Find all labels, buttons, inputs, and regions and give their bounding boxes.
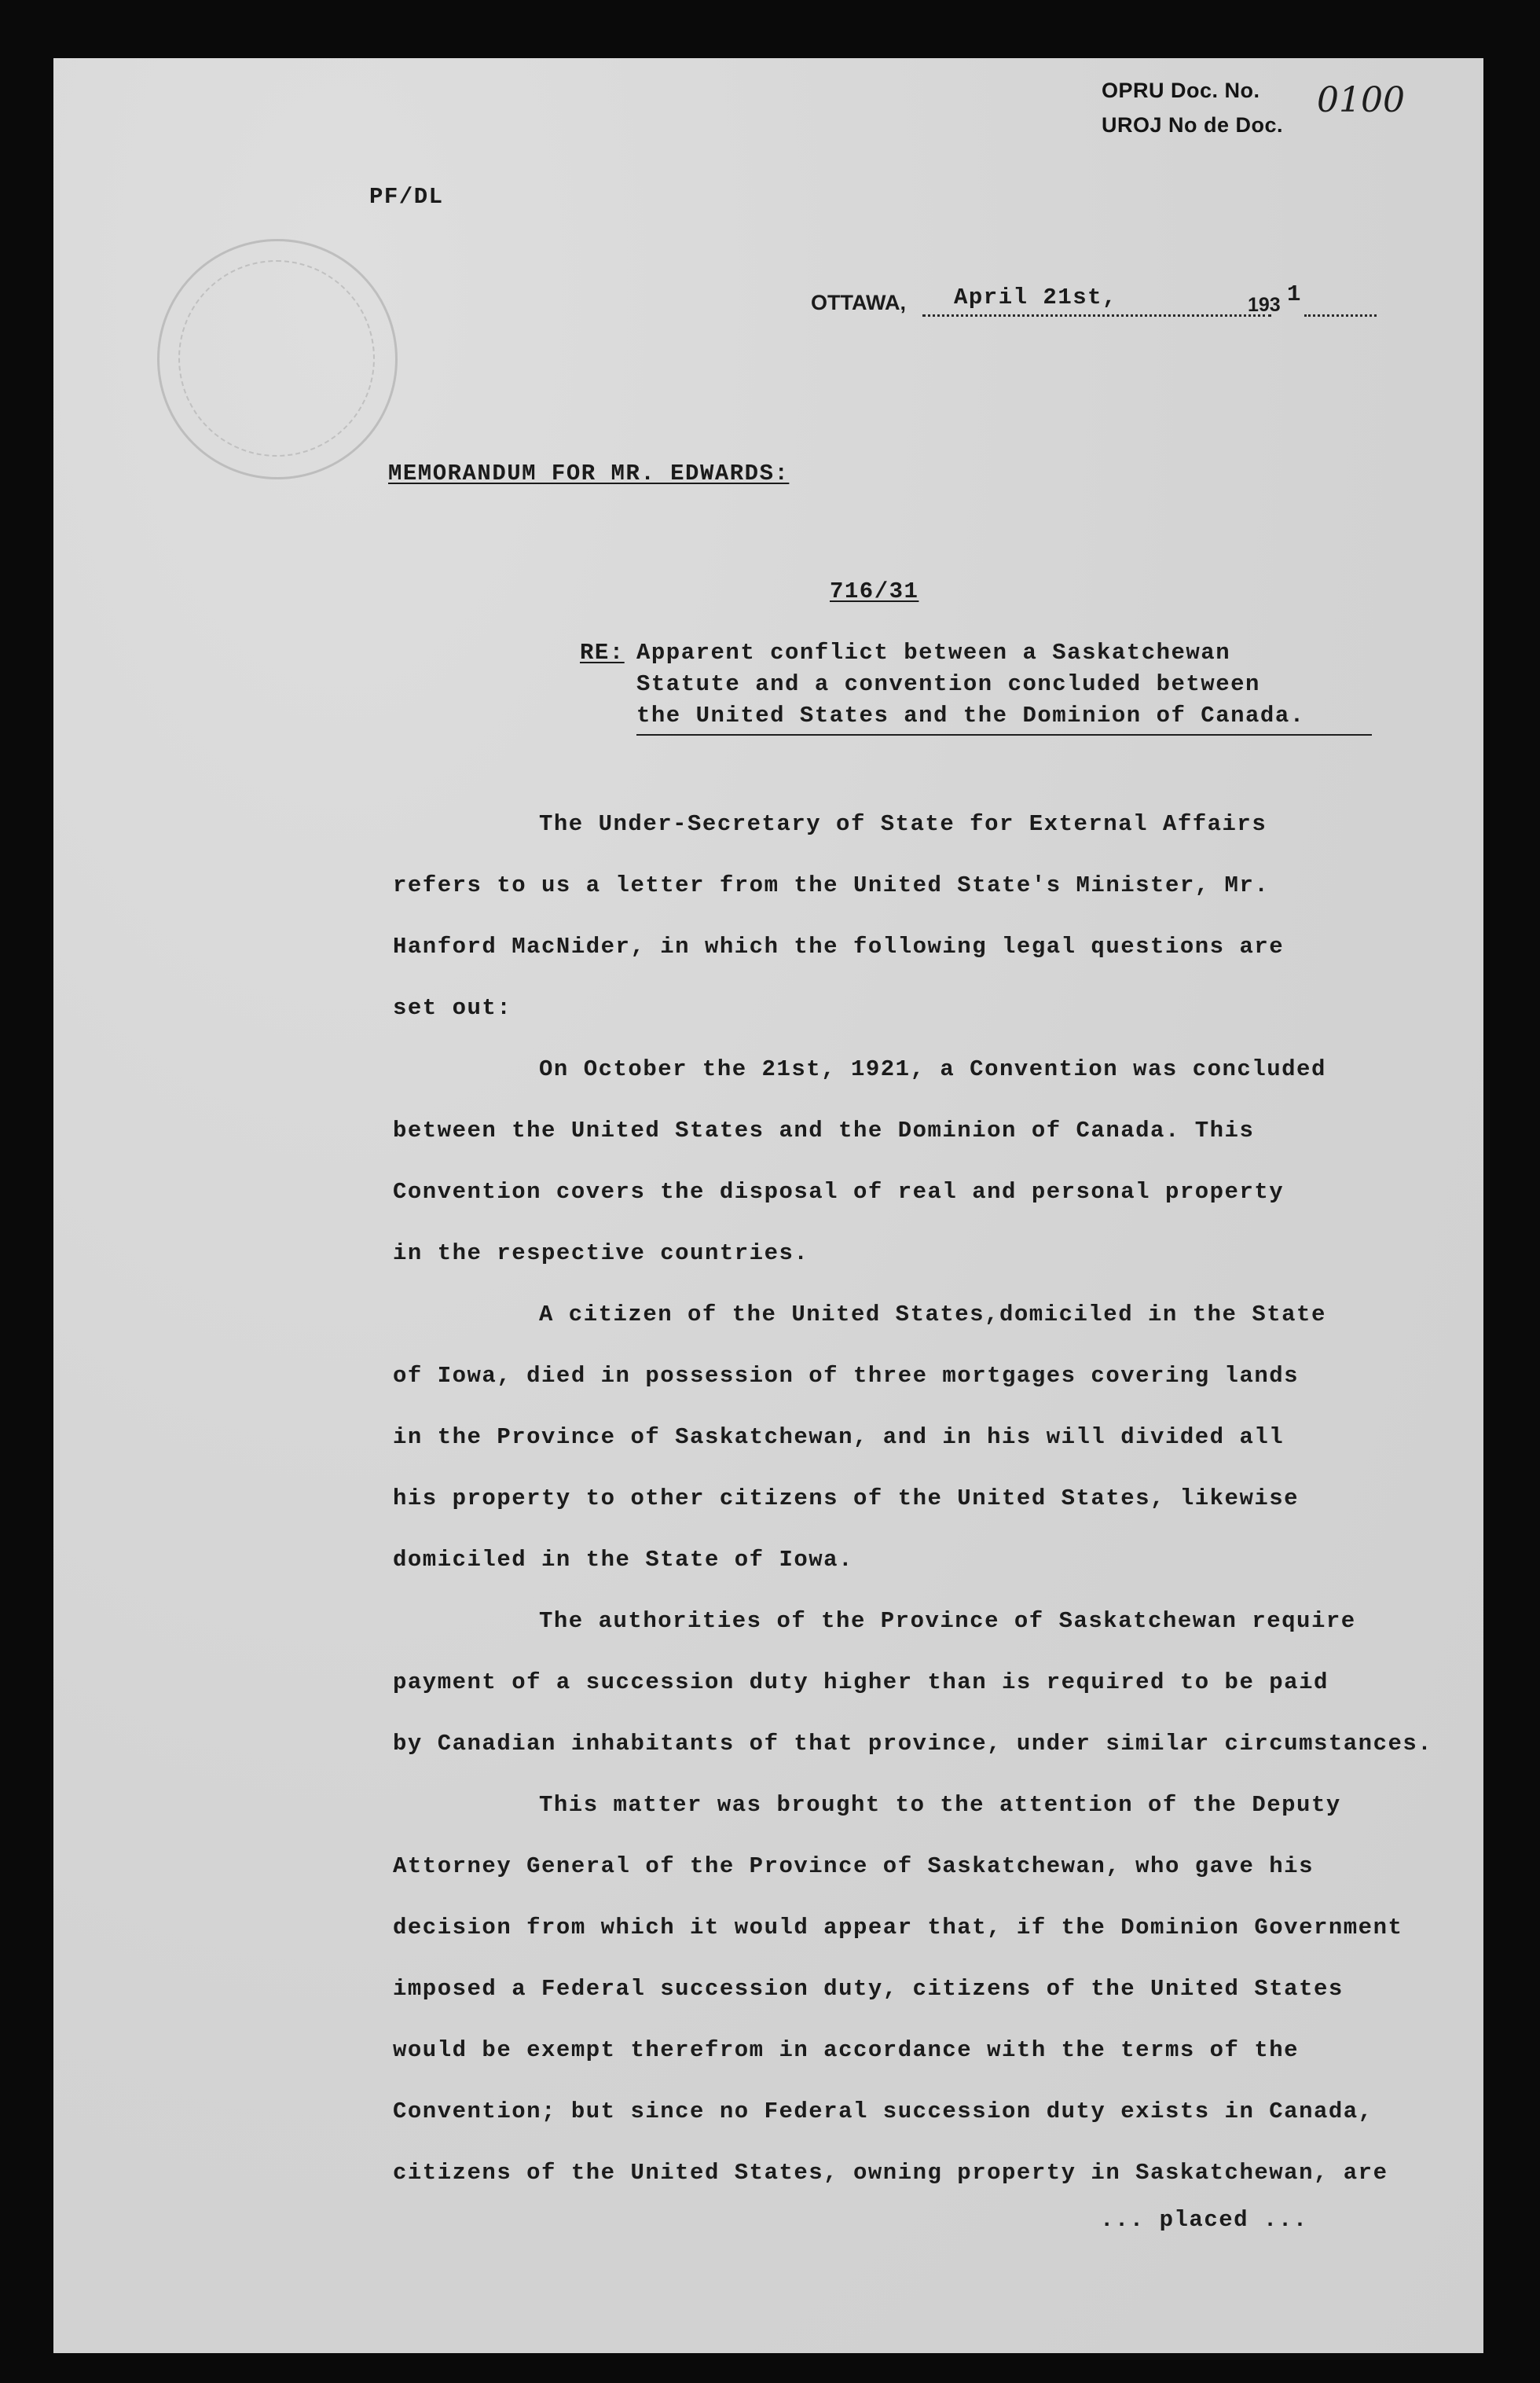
body-line: The Under-Secretary of State for External Affairs bbox=[539, 811, 1267, 837]
body-line: Convention; but since no Federal succession duty exists in Canada, bbox=[393, 2098, 1373, 2124]
doc-number-stamp-line1: OPRU Doc. No. bbox=[1102, 79, 1260, 102]
body-line: The authorities of the Province of Saskatchewan require bbox=[539, 1608, 1356, 1634]
body-line: A citizen of the United States,domiciled in the State bbox=[539, 1302, 1326, 1327]
body-line: would be exempt therefrom in accordance with the terms of the bbox=[393, 2037, 1300, 2063]
continuation-marker: ... placed ... bbox=[1100, 2207, 1308, 2233]
date-dotted-line bbox=[922, 314, 1271, 317]
body-line: of Iowa, died in possession of three mortgages covering lands bbox=[393, 1363, 1300, 1389]
file-number: 716/31 bbox=[830, 578, 919, 604]
body-line: Hanford MacNider, in which the following legal questions are bbox=[393, 934, 1285, 960]
doc-number-stamp-line2: UROJ No de Doc. bbox=[1102, 113, 1284, 137]
body-line: This matter was brought to the attention of the Deputy bbox=[539, 1792, 1341, 1818]
body-line: between the United States and the Dominion of Canada. This bbox=[393, 1118, 1255, 1144]
body-line: set out: bbox=[393, 995, 512, 1021]
body-line: decision from which it would appear that, if the Dominion Government bbox=[393, 1915, 1403, 1941]
document-page bbox=[53, 58, 1483, 2353]
reference-initials: PF/DL bbox=[369, 184, 444, 210]
year-dotted-line bbox=[1304, 314, 1377, 317]
body-line: Convention covers the disposal of real and personal property bbox=[393, 1179, 1285, 1205]
subject-line-3: the United States and the Dominion of Canada. bbox=[636, 703, 1305, 729]
body-line: his property to other citizens of the United States, likewise bbox=[393, 1485, 1300, 1511]
memo-heading: MEMORANDUM FOR MR. EDWARDS: bbox=[388, 461, 790, 487]
subject-line-2: Statute and a convention concluded between bbox=[636, 671, 1260, 697]
dateline-year-prefix: 193 bbox=[1248, 294, 1281, 316]
subject-label: RE: bbox=[580, 640, 625, 666]
body-line: domiciled in the State of Iowa. bbox=[393, 1547, 853, 1573]
body-line: payment of a succession duty higher than is required to be paid bbox=[393, 1669, 1329, 1695]
body-line: in the respective countries. bbox=[393, 1240, 809, 1266]
embossed-seal bbox=[157, 239, 398, 479]
handwritten-doc-number: 0100 bbox=[1317, 80, 1405, 120]
body-line: citizens of the United States, owning property in Saskatchewan, are bbox=[393, 2160, 1388, 2186]
subject-underline bbox=[636, 734, 1372, 736]
dateline-place: OTTAWA, bbox=[811, 291, 906, 314]
body-line: Attorney General of the Province of Saskatchewan, who gave his bbox=[393, 1853, 1314, 1879]
dateline-date: April 21st, bbox=[954, 285, 1117, 310]
body-line: On October the 21st, 1921, a Convention was concluded bbox=[539, 1056, 1326, 1082]
body-line: in the Province of Saskatchewan, and in his will divided all bbox=[393, 1424, 1285, 1450]
body-line: by Canadian inhabitants of that province, under similar circumstances. bbox=[393, 1731, 1433, 1757]
dateline-year-suffix: 1 bbox=[1287, 281, 1302, 307]
body-line: imposed a Federal succession duty, citizens of the United States bbox=[393, 1976, 1344, 2002]
subject-line-1: Apparent conflict between a Saskatchewan bbox=[636, 640, 1231, 666]
body-line: refers to us a letter from the United State's Minister, Mr. bbox=[393, 872, 1270, 898]
